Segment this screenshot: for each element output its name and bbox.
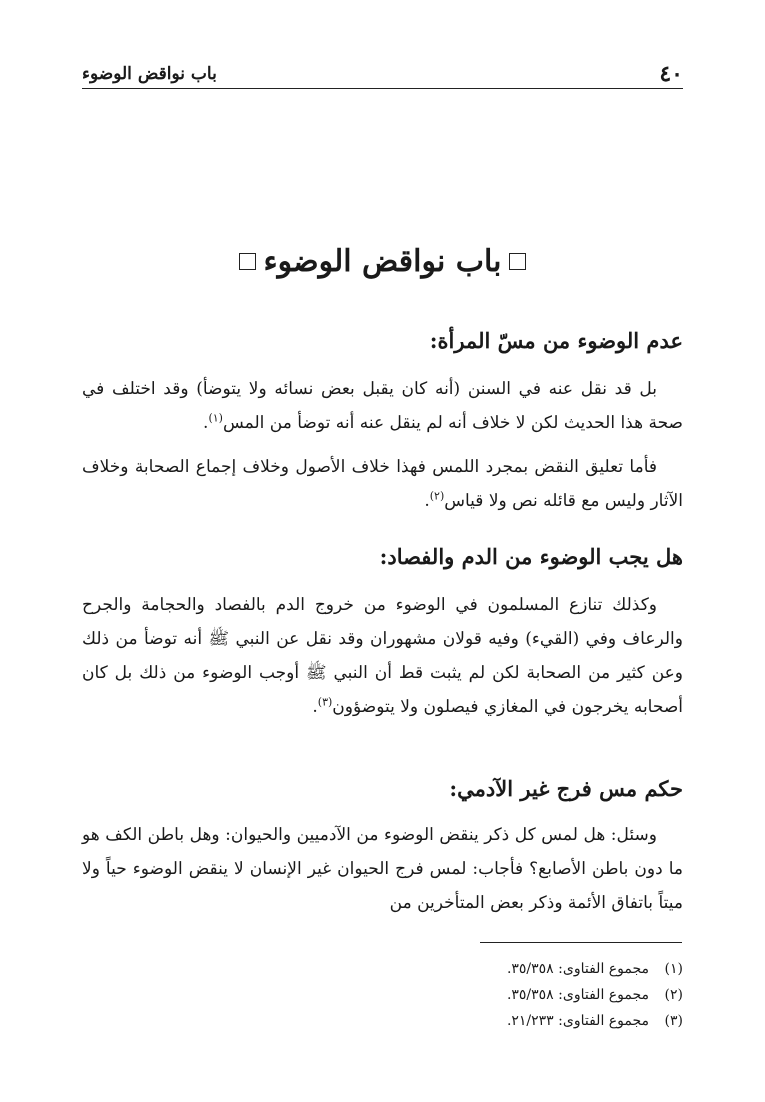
square-ornament-icon: [239, 253, 256, 270]
paragraph: [82, 450, 683, 518]
footnote-number: (٣): [664, 1013, 683, 1029]
footnote: [507, 982, 683, 1008]
footnote-number: (١): [664, 961, 683, 977]
paragraph: [82, 588, 683, 724]
footnote-marker: (٢): [429, 489, 445, 503]
page-number: ٤٠: [659, 61, 683, 87]
running-header-title: باب نواقض الوضوء: [82, 64, 217, 84]
footnote-marker: (٣): [317, 695, 333, 709]
paragraph-end: .: [312, 697, 318, 717]
footnote-divider: [480, 942, 682, 943]
paragraph-end: .: [424, 491, 430, 511]
running-header: [82, 60, 683, 89]
footnote-text: مجموع الفتاوى: ٣٥/٣٥٨.: [506, 961, 649, 977]
footnotes: [507, 956, 683, 1034]
chapter-title: [82, 244, 683, 279]
paragraph-text: وكذلك تنازع المسلمون في الوضوء من خروج الدم بالفصاد والحجامة والجرح والرعاف وفي (القيء) وفيه قولان مشهوران وقد نقل عن النبي ﷺ أنه توضأ من ذلك وعن كثير من الصحابة لكن لم يثبت قط أن النبي ﷺ أوجب الوضوء من ذلك بل كان أصحابه يخرجون في المغازي فيصلون ولا يتوضؤون: [82, 595, 683, 717]
footnote-text: مجموع الفتاوى: ٣٥/٣٥٨.: [506, 987, 649, 1003]
footnote: [507, 1008, 683, 1034]
paragraph-end: .: [203, 413, 209, 433]
footnote-text: مجموع الفتاوى: ٢١/٢٣٣.: [506, 1013, 649, 1029]
paragraph: [82, 372, 683, 440]
chapter-title-text: باب نواقض الوضوء: [263, 244, 502, 279]
square-ornament-icon: [509, 253, 526, 270]
paragraph-text: فأما تعليق النقض بمجرد اللمس فهذا خلاف الأصول وخلاف إجماع الصحابة وخلاف الآثار وليس مع قائله نص ولا قياس: [82, 457, 683, 511]
section-heading: حكم مس فرج غير الآدمي:: [449, 776, 683, 801]
paragraph-text: بل قد نقل عنه في السنن (أنه كان يقبل بعض نسائه ولا يتوضأ) وقد اختلف في صحة هذا الحديث لكن لا خلاف أنه لم ينقل عنه أنه توضأ من المس: [82, 379, 683, 433]
section-heading: عدم الوضوء من مسّ المرأة:: [429, 328, 683, 353]
footnote-marker: (١): [208, 411, 223, 425]
section-heading: هل يجب الوضوء من الدم والفصاد:: [379, 544, 683, 569]
paragraph: [82, 818, 683, 920]
footnote: [507, 956, 683, 982]
paragraph-text: وسئل: هل لمس كل ذكر ينقض الوضوء من الآدميين والحيوان: وهل باطن الكف هو ما دون باطن الأصابع؟ فأجاب: لمس فرج الحيوان غير الإنسان لا ينقض الوضوء حياً ولا ميتاً باتفاق الأئمة وذكر بعض المتأخرين من: [82, 825, 683, 913]
footnote-number: (٢): [664, 987, 683, 1003]
